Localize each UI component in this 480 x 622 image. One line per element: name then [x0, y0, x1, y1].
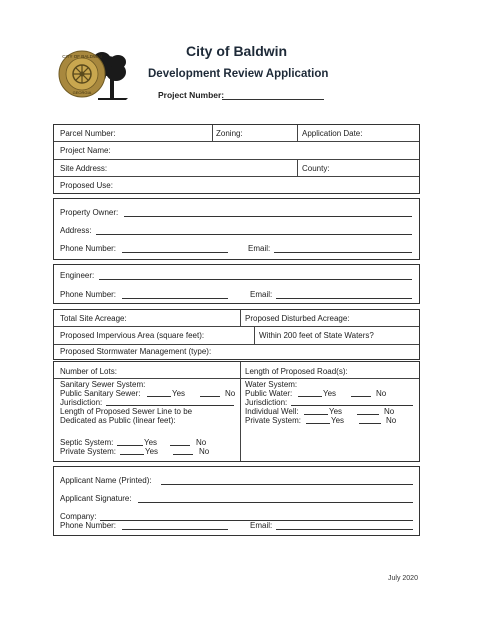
- state-waters-label: Within 200 feet of State Waters?: [259, 331, 374, 340]
- section-site-details: [53, 309, 420, 360]
- public-sanitary-sewer-label: Public Sanitary Sewer:: [60, 389, 141, 398]
- water-yes-label: Yes: [323, 389, 337, 398]
- engineer-phone-label: Phone Number:: [60, 290, 117, 299]
- septic-system-label: Septic System:: [60, 438, 114, 447]
- total-site-acreage-label: Total Site Acreage:: [60, 314, 127, 323]
- address-label: Address:: [60, 226, 92, 235]
- sewer-yes-label: Yes: [172, 389, 186, 398]
- water-no-blank[interactable]: [351, 396, 371, 397]
- applicant-signature-label: Applicant Signature:: [60, 494, 132, 503]
- company-label: Company:: [60, 512, 97, 521]
- county-label: County:: [302, 164, 330, 173]
- application-date-label: Application Date:: [302, 129, 363, 138]
- footer-date: July 2020: [388, 575, 418, 582]
- private-water-yes-label: Yes: [331, 416, 345, 425]
- applicant-name-label: Applicant Name (Printed):: [60, 476, 152, 485]
- applicant-phone-label: Phone Number:: [60, 521, 117, 530]
- project-number-field[interactable]: [222, 99, 324, 100]
- private-water-no-label: No: [386, 416, 397, 425]
- sewer-no-label: No: [225, 389, 236, 398]
- water-system-label: Water System:: [245, 380, 298, 389]
- section-project-info: [53, 124, 420, 194]
- sewer-jurisdiction-label: Jurisdiction:: [60, 398, 103, 407]
- engineer-phone-field[interactable]: [122, 298, 228, 299]
- engineer-label: Engineer:: [60, 271, 95, 280]
- water-jurisdiction-label: Jurisdiction:: [245, 398, 288, 407]
- well-yes-blank[interactable]: [304, 414, 328, 415]
- private-water-yes-blank[interactable]: [306, 423, 330, 424]
- section-engineer: [53, 264, 420, 304]
- form-title: Development Review Application: [148, 68, 329, 80]
- section-utilities: [53, 361, 420, 462]
- site-address-label: Site Address:: [60, 164, 108, 173]
- well-no-label: No: [384, 407, 395, 416]
- well-no-blank[interactable]: [357, 414, 379, 415]
- private-sewer-system-label: Private System:: [60, 447, 117, 456]
- owner-email-field[interactable]: [274, 252, 412, 253]
- section-property-owner: [53, 198, 420, 260]
- sewer-no-blank[interactable]: [200, 396, 220, 397]
- disturbed-acreage-label: Proposed Disturbed Acreage:: [245, 314, 350, 323]
- public-water-label: Public Water:: [245, 389, 293, 398]
- parcel-number-label: Parcel Number:: [60, 129, 116, 138]
- private-water-no-blank[interactable]: [359, 423, 381, 424]
- address-field[interactable]: [96, 234, 412, 235]
- impervious-area-label: Proposed Impervious Area (square feet):: [60, 331, 205, 340]
- private-sewer-no-blank[interactable]: [173, 454, 193, 455]
- proposed-use-label: Proposed Use:: [60, 181, 113, 190]
- stormwater-label: Proposed Stormwater Management (type):: [60, 347, 212, 356]
- city-title: City of Baldwin: [186, 43, 288, 59]
- property-owner-field[interactable]: [124, 216, 412, 217]
- seal-top-text: CITY OF BALDWIN: [62, 54, 102, 59]
- seal-bottom-text: GEORGIA: [72, 90, 92, 95]
- septic-no-blank[interactable]: [170, 445, 190, 446]
- water-no-label: No: [376, 389, 387, 398]
- road-length-label: Length of Proposed Road(s):: [245, 367, 348, 376]
- sewer-jurisdiction-field[interactable]: [106, 405, 234, 406]
- engineer-email-field[interactable]: [276, 298, 412, 299]
- section-applicant: [53, 466, 420, 536]
- septic-yes-label: Yes: [144, 438, 158, 447]
- zoning-label: Zoning:: [216, 129, 243, 138]
- engineer-field[interactable]: [99, 279, 412, 280]
- applicant-phone-field[interactable]: [122, 529, 228, 530]
- number-of-lots-label: Number of Lots:: [60, 367, 117, 376]
- applicant-signature-field[interactable]: [138, 502, 413, 503]
- private-sewer-yes-label: Yes: [145, 447, 159, 456]
- private-sewer-no-label: No: [199, 447, 210, 456]
- sanitary-sewer-label: Sanitary Sewer System:: [60, 380, 146, 389]
- applicant-email-field[interactable]: [276, 529, 413, 530]
- individual-well-label: Individual Well:: [245, 407, 299, 416]
- sewer-yes-blank[interactable]: [147, 396, 171, 397]
- water-jurisdiction-field[interactable]: [291, 405, 413, 406]
- applicant-name-field[interactable]: [161, 484, 413, 485]
- project-name-label: Project Name:: [60, 146, 111, 155]
- property-owner-label: Property Owner:: [60, 208, 119, 217]
- project-number-label: Project Number:: [158, 90, 225, 100]
- city-seal-logo: [58, 46, 128, 102]
- sewer-line-length-label-2: Dedicated as Public (linear feet):: [60, 416, 176, 425]
- owner-email-label: Email:: [248, 244, 271, 253]
- owner-phone-label: Phone Number:: [60, 244, 117, 253]
- sewer-line-length-label-1: Length of Proposed Sewer Line to be: [60, 407, 193, 416]
- engineer-email-label: Email:: [250, 290, 273, 299]
- owner-phone-field[interactable]: [122, 252, 228, 253]
- well-yes-label: Yes: [329, 407, 343, 416]
- septic-yes-blank[interactable]: [117, 445, 143, 446]
- private-water-system-label: Private System:: [245, 416, 302, 425]
- applicant-email-label: Email:: [250, 521, 273, 530]
- septic-no-label: No: [196, 438, 207, 447]
- water-yes-blank[interactable]: [298, 396, 322, 397]
- private-sewer-yes-blank[interactable]: [120, 454, 144, 455]
